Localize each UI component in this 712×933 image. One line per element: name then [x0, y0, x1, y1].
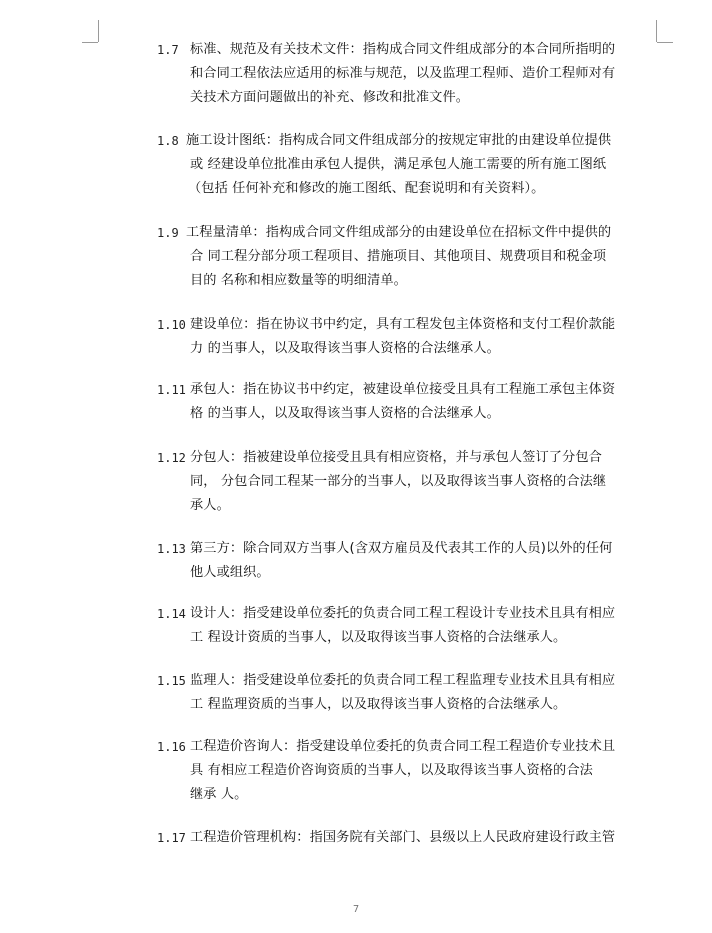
clause-text-line: 设计人：指受建设单位委托的负责合同工程工程设计专业技术且具有相应: [190, 606, 616, 621]
clause-text-line: 具 有相应工程造价咨询资质的当事人，以及取得该当事人资格的合法: [190, 763, 593, 778]
clause-number: 1.15: [157, 674, 186, 688]
clause-text-line: 或 经建设单位批准由承包人提供，满足承包人施工需要的所有施工图纸: [190, 157, 607, 172]
clause-text-line: 和合同工程依法应适用的标准与规范，以及监理工程师、造价工程师对有: [190, 66, 616, 81]
clause-number: 1.17: [157, 831, 186, 845]
clause-text-line: 格 的当事人，以及取得该当事人资格的合法继承人。: [190, 406, 500, 421]
clause-number: 1.9: [157, 226, 179, 240]
clause-number: 1.16: [157, 740, 186, 754]
clause-text-line: 承人。: [190, 498, 230, 513]
clause-number: 1.12: [157, 451, 186, 465]
clause-number: 1.13: [157, 542, 186, 556]
clause-text-line: 第三方：除合同双方当事人(含双方雇员及代表其工作的人员)以外的任何: [190, 541, 613, 556]
clause-text-line: 工 程监理资质的当事人，以及取得该当事人资格的合法继承人。: [190, 697, 567, 712]
clause-text-line: 继承 人。: [190, 787, 248, 802]
clause-text-line: 工 程设计资质的当事人，以及取得该当事人资格的合法继承人。: [190, 630, 567, 645]
clause-text-line: 承包人：指在协议书中约定，被建设单位接受且具有工程施工承包主体资: [190, 382, 616, 397]
page-number: 7: [352, 904, 360, 915]
clause-text-line: 工程造价咨询人：指受建设单位委托的负责合同工程工程造价专业技术且: [190, 739, 616, 754]
clause-text-line: 同， 分包合同工程某一部分的当事人，以及取得该当事人资格的合法继: [190, 474, 607, 489]
clause-text-line: 标准、规范及有关技术文件：指构成合同文件组成部分的本合同所指明的: [190, 42, 616, 57]
clause-text-line: 关技术方面问题做出的补充、修改和批准文件。: [190, 90, 470, 105]
clause-text-line: 建设单位：指在协议书中约定，具有工程发包主体资格和支付工程价款能: [190, 317, 616, 332]
clause-text-line: 工程造价管理机构：指国务院有关部门、县级以上人民政府建设行政主管: [190, 830, 616, 845]
clause-text-line: 施工设计图纸：指构成合同文件组成部分的按规定审批的由建设单位提供: [186, 133, 612, 148]
clause-number: 1.14: [157, 607, 186, 621]
corner-mark-top-right: [656, 42, 657, 43]
clause-number: 1.8: [157, 134, 179, 148]
corner-mark-top-left: [98, 42, 99, 43]
clause-text-line: 他人或组织。: [190, 565, 270, 580]
clause-text-line: 力 的当事人，以及取得该当事人资格的合法继承人。: [190, 341, 500, 356]
clause-text-line: 工程量清单：指构成合同文件组成部分的由建设单位在招标文件中提供的: [186, 225, 612, 240]
clause-number: 1.10: [157, 318, 186, 332]
clause-number: 1.7: [157, 43, 179, 57]
clause-text-line: 目的 名称和相应数量等的明细清单。: [190, 273, 407, 288]
clause-text-line: 合 同工程分部分项工程项目、措施项目、其他项目、规费项目和税金项: [190, 249, 607, 264]
clause-text-line: 监理人：指受建设单位委托的负责合同工程工程监理专业技术且具有相应: [190, 673, 616, 688]
clause-number: 1.11: [157, 383, 186, 397]
clause-text-line: 分包人：指被建设单位接受且具有相应资格，并与承包人签订了分包合: [190, 450, 602, 465]
clause-text-line: （包括 任何补充和修改的施工图纸、配套说明和有关资料）。: [188, 181, 545, 196]
